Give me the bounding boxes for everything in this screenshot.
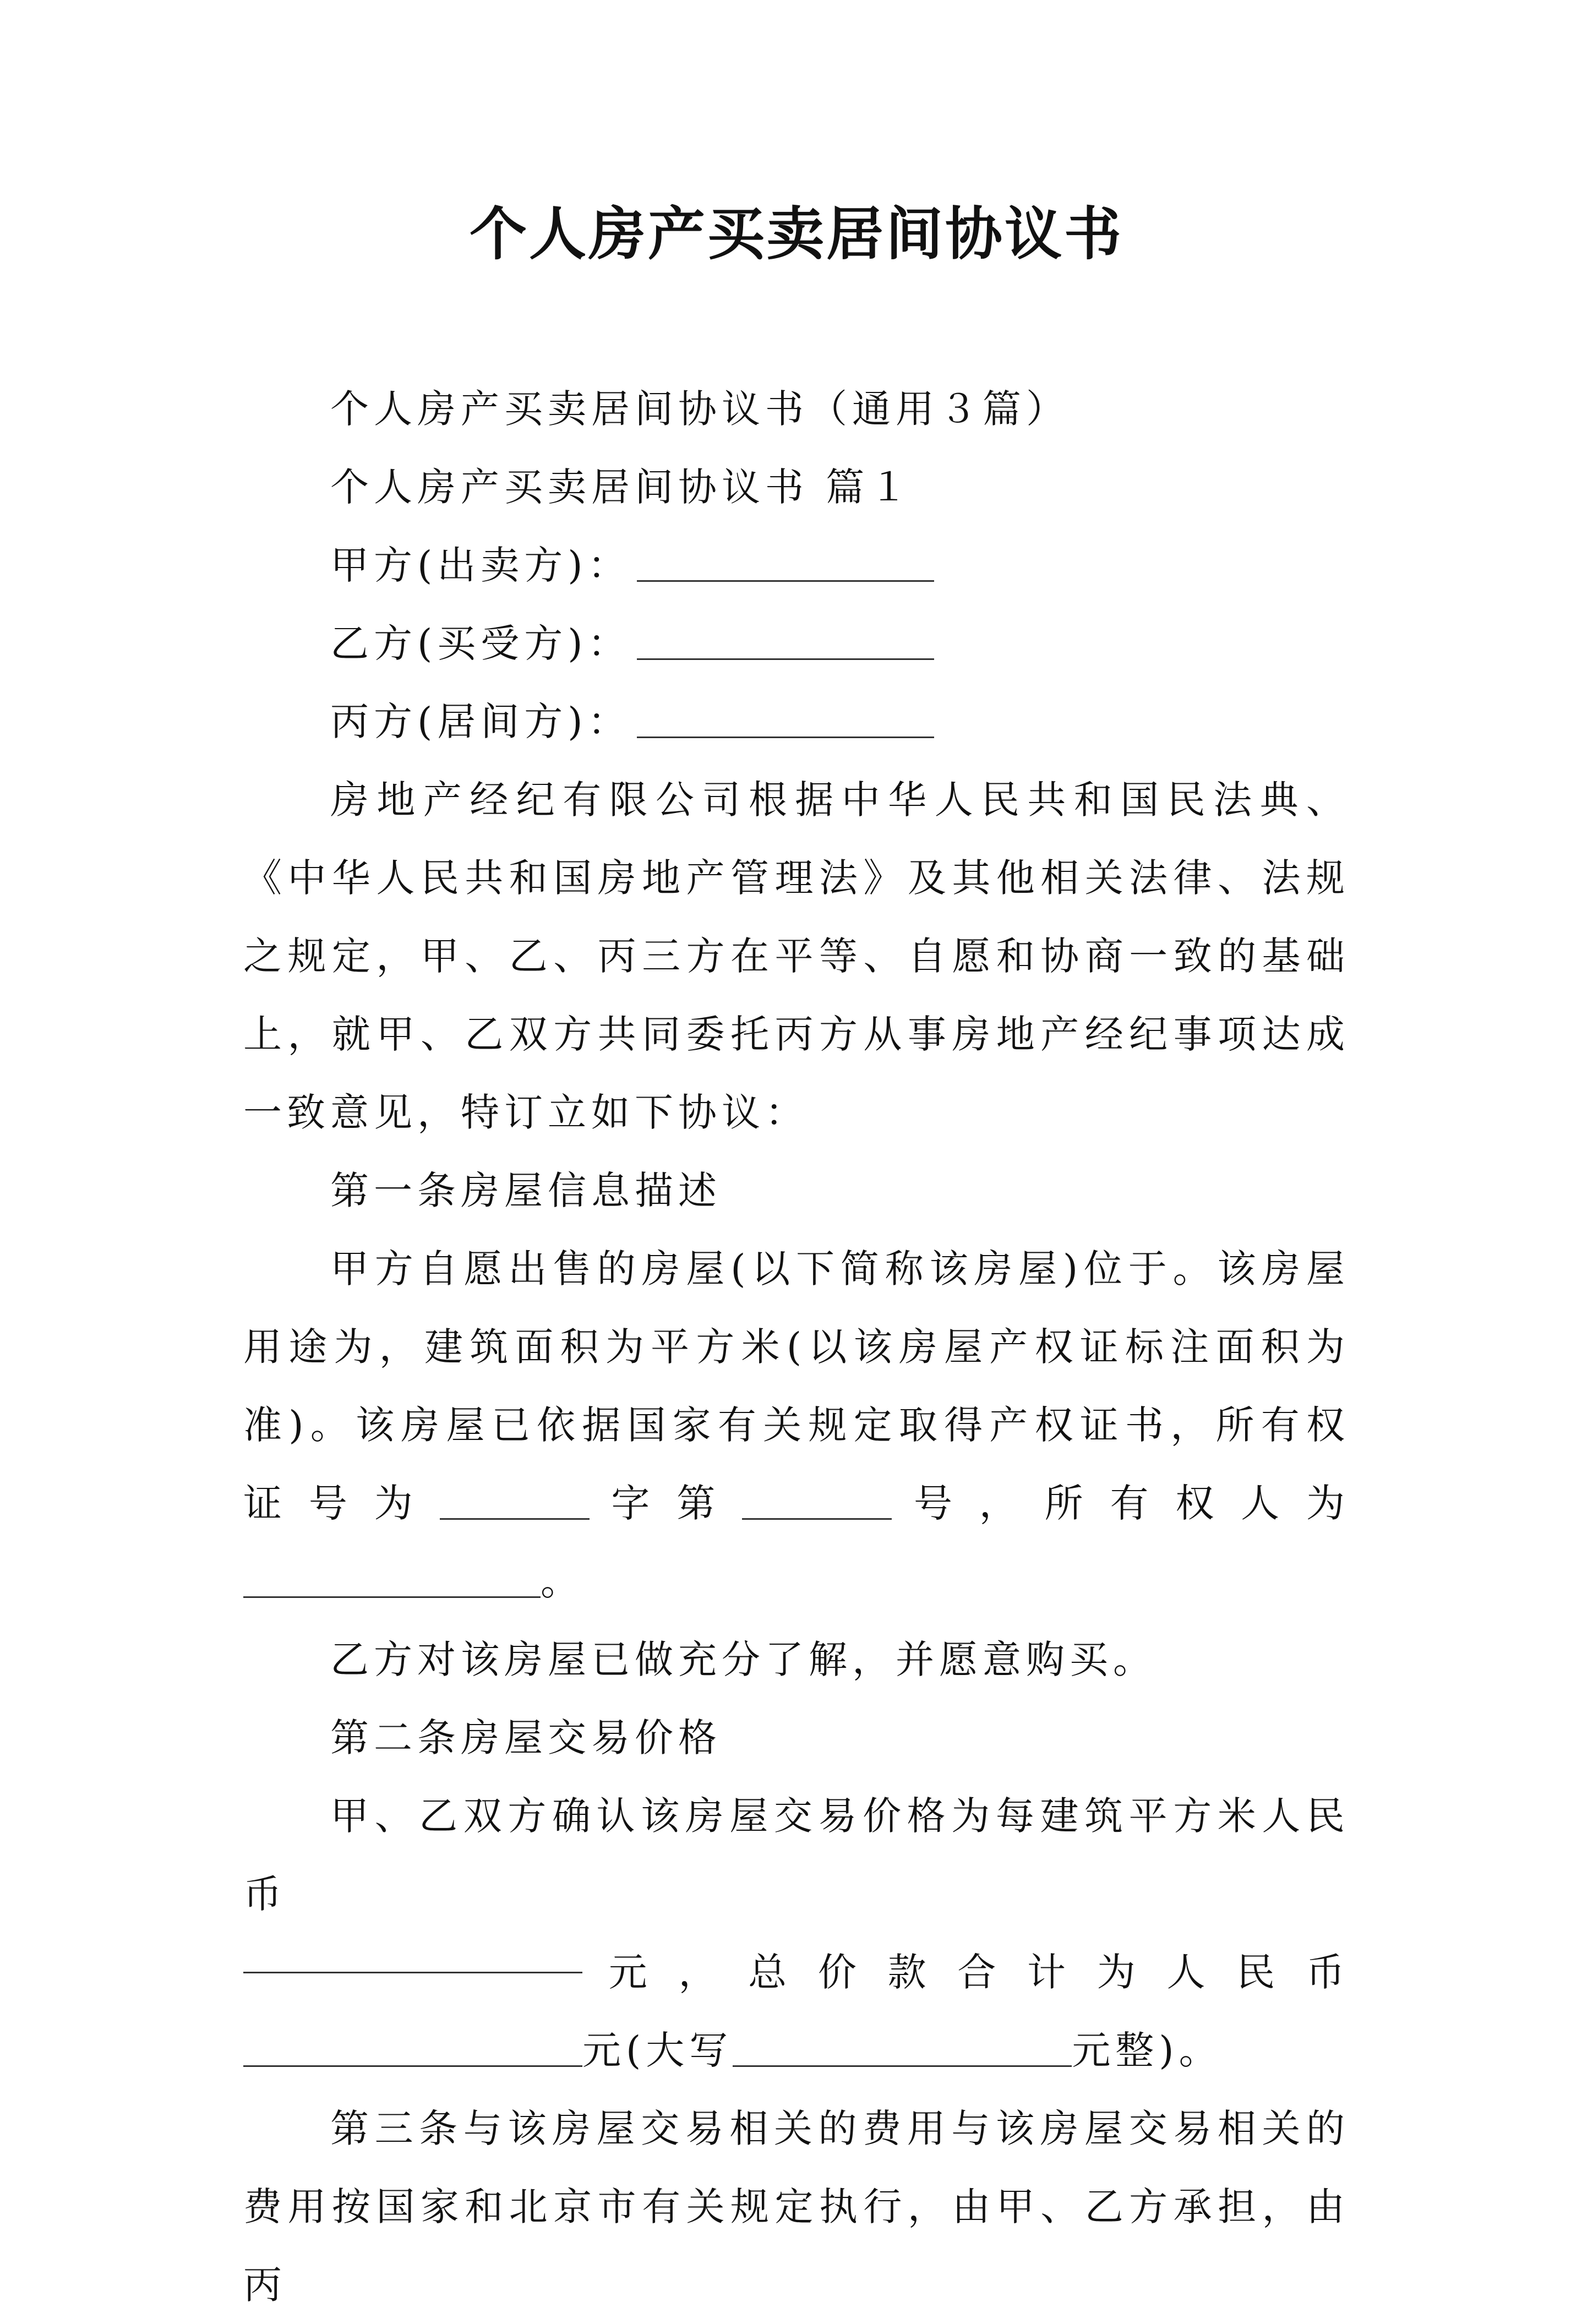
party-a-label: 甲方(出卖方)： (330, 543, 631, 588)
party-c-blank (637, 698, 934, 738)
total-word: 币 (1306, 1950, 1350, 1995)
section-heading: 个人房产买卖居间协议书 篇１ (330, 465, 913, 510)
article1-end: 。 (541, 1559, 584, 1604)
party-b-blank (637, 620, 934, 660)
article2-heading: 第二条房屋交易价格 (330, 1715, 722, 1760)
article1-paragraph (243, 1230, 1350, 1621)
article3-paragraph: 第三条与该房屋交易相关的费用与该房屋交易相关的费用按国家和北京市有关规定执行，由甲、乙方承担，由丙 (243, 2106, 1350, 2307)
intro-paragraph: 房地产经纪有限公司根据中华人民共和国民法典、《中华人民共和国房地产管理法》及其他相关法律、法规之规定，甲、乙、丙三方在平等、自愿和协商一致的基础上，就甲、乙双方共同委托丙方从事房地产经纪事项达成一致意见，特订立如下协议： (243, 777, 1350, 1135)
total-word: 民 (1236, 1950, 1280, 1995)
owner-blank (243, 1558, 541, 1598)
article1-text: 甲方自愿出售的房屋(以下简称该房屋)位于。该房屋用途为，建筑面积为平方米(以该房屋产权证标注面积为准)。该房屋已依据国家有关规定取得产权证书，所有权证号为 (243, 1246, 1350, 1526)
party-a-blank (637, 542, 934, 582)
total-word: 合 (957, 1950, 1001, 1995)
buyer-acknowledgement: 乙方对该房屋已做充分了解，并愿意购买。 (330, 1637, 1156, 1682)
total-word: 款 (887, 1950, 931, 1995)
party-a-line (243, 526, 1350, 604)
article1-cert-char: 字第 (589, 1481, 743, 1526)
party-c-label: 丙方(居间方)： (330, 699, 631, 744)
article2-end: 元整)。 (1072, 2028, 1223, 2073)
unit-price-blank (243, 1933, 582, 1973)
article2-total-line (243, 1933, 1350, 2011)
party-c-line (243, 683, 1350, 761)
total-word: 总 (748, 1950, 792, 1995)
document-body (243, 370, 1350, 2324)
total-word: 计 (1027, 1950, 1071, 1995)
article1-cert-no: 号，所有权人为 (892, 1481, 1350, 1526)
article1-heading: 第一条房屋信息描述 (330, 1168, 722, 1213)
total-price-blank (243, 2027, 582, 2067)
article2-text: 甲、乙双方确认该房屋交易价格为每建筑平方米人民币 (243, 1793, 1350, 1917)
article2-amount-line (243, 2011, 1350, 2090)
cert-prefix-blank (440, 1480, 590, 1520)
total-word: 价 (817, 1950, 861, 1995)
article2-yuan: 元 (608, 1950, 652, 1995)
cert-number-blank (742, 1480, 892, 1520)
document-subtitle: 个人房产买卖居间协议书（通用３篇） (330, 386, 1070, 432)
article2-yuan-upper: 元(大写 (582, 2028, 733, 2073)
party-b-line (243, 604, 1350, 683)
article2-comma: ， (678, 1950, 722, 1995)
upper-case-blank (733, 2027, 1072, 2067)
total-word: 为 (1096, 1950, 1141, 1995)
party-b-label: 乙方(买受方)： (330, 621, 631, 666)
total-word: 人 (1166, 1950, 1210, 1995)
document-title: 个人房产买卖居间协议书 (469, 200, 1123, 268)
